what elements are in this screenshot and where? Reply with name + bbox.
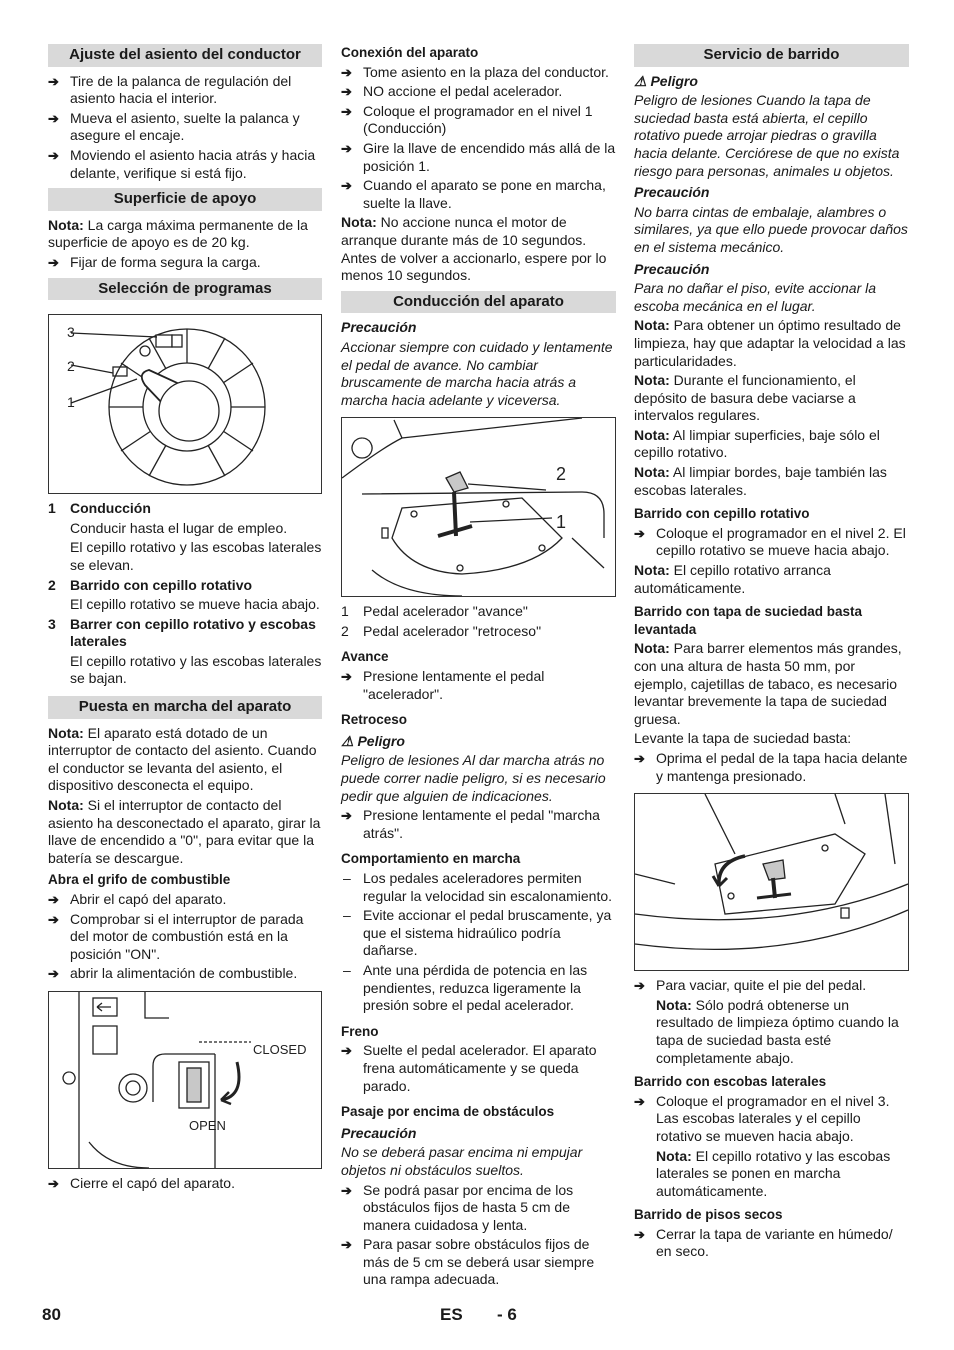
- subheading: Avance: [341, 649, 389, 665]
- danger-label: ⚠ Peligro: [341, 732, 405, 749]
- legend-text: El cepillo rotativo se mueve hacia abajo.: [70, 596, 320, 613]
- instruction-step: ➔ Comprobar si el interruptor de parada del motor de combustión está en la posición "ON".: [48, 911, 322, 964]
- pedals-figure: [341, 417, 616, 597]
- legend-item: 2 Pedal acelerador "retroceso": [341, 622, 542, 639]
- legend-item: 3 Barrer con cepillo rotativo y escobas laterales: [48, 615, 316, 650]
- bullet-item: – Ante una pérdida de potencia en las pendientes, reduzca ligeramente la presión sobre el pedal acelerador.: [341, 962, 616, 1015]
- instruction-step: ➔ Moviendo el asiento hacia atrás y hacia delante, verifique si está fijo.: [48, 147, 322, 182]
- bullet-item: – Evite accionar el pedal bruscamente, ya que el sistema hidraúlico podría dañarse.: [341, 907, 616, 960]
- note: Nota: Sólo podrá obtenerse un resultado de limpieza óptimo cuando la tapa de suciedad basta esté completamente abajo.: [656, 996, 899, 1066]
- open-label: OPEN: [189, 1117, 226, 1133]
- column-1: [48, 44, 322, 1195]
- danger-text: Peligro de lesiones Al dar marcha atrás no puede correr nadie peligro, si es necesario pedir que alguien de indicaciones.: [341, 752, 606, 804]
- paragraph: Levante la tapa de suciedad basta:: [634, 730, 852, 747]
- instruction-step: ➔ Tome asiento en la plaza del conductor.: [341, 64, 616, 82]
- program-selector-figure: [48, 314, 322, 494]
- column-2: [341, 44, 616, 1291]
- instruction-step: ➔ Cerrar la tapa de variante en húmedo/ en seco.: [634, 1226, 909, 1261]
- fuel-valve-figure: [48, 991, 322, 1169]
- page-number: 80: [42, 1305, 61, 1324]
- caution-label: Precaución: [634, 184, 710, 201]
- legend-item: 1 Conducción: [48, 500, 151, 517]
- subheading: Barrido con cepillo rotativo: [634, 506, 810, 522]
- subheading: Barrido con escobas laterales: [634, 1074, 827, 1090]
- caution-label: Precaución: [634, 260, 710, 277]
- label-2: 2: [67, 358, 75, 375]
- caution-text: No barra cintas de embalaje, alambres o similares, ya que ello puede provocar daños en el sistema mecánico.: [634, 203, 908, 255]
- danger-label: ⚠ Peligro: [634, 72, 698, 89]
- note: Nota: El aparato está dotado de un interruptor de contacto del asiento. Cuando el conductor se levanta del asiento, el dispositivo desconecta el equipo.: [48, 724, 317, 794]
- instruction-step: ➔ Abrir el capó del aparato.: [48, 891, 322, 909]
- subheading: Freno: [341, 1023, 379, 1039]
- subheading: Retroceso: [341, 712, 408, 728]
- subheading: Barrido de pisos secos: [634, 1207, 783, 1223]
- instruction-step: ➔ Coloque el programador en el nivel 2. El cepillo rotativo se mueve hacia abajo.: [634, 525, 909, 560]
- legend-text: El cepillo rotativo y las escobas laterales se elevan.: [70, 539, 322, 573]
- label-1: 1: [556, 512, 567, 533]
- note: Nota: No accione nunca el motor de arranque durante más de 10 segundos. Antes de volver a accionarlo, espere por lo menos 10 segundos.: [341, 214, 607, 284]
- subheading: Conexión del aparato: [341, 45, 479, 60]
- label-1: 1: [67, 394, 75, 411]
- instruction-step: ➔ abrir la alimentación de combustible.: [48, 965, 322, 983]
- legend-item: 2 Barrido con cepillo rotativo: [48, 576, 253, 593]
- instruction-step: ➔ Presione lentamente el pedal "marcha atrás".: [341, 807, 616, 842]
- instruction-step: ➔ Coloque el programador en el nivel 3. Las escobas laterales y el cepillo rotativo se mueven hacia abajo.: [634, 1093, 909, 1146]
- note: Nota: Al limpiar superficies, baje sólo el cepillo rotativo.: [634, 426, 880, 461]
- instruction-step: ➔ Presione lentamente el pedal "acelerador".: [341, 668, 616, 703]
- section-page: - 6: [497, 1305, 517, 1324]
- section-heading: Selección de programas: [48, 278, 322, 301]
- instruction-step: ➔ NO accione el pedal acelerador.: [341, 83, 616, 101]
- note: Nota: Para barrer elementos más grandes, con una altura de hasta 50 mm, por ejemplo, cajetillas de tabaco, es necesario levantar brevemente la tapa de suciedad gruesa.: [634, 640, 902, 727]
- subheading: Barrido con tapa de suciedad basta levantada: [634, 604, 863, 637]
- subheading: Comportamiento en marcha: [341, 851, 521, 867]
- danger-text: Peligro de lesiones Cuando la tapa de suciedad basta está abierta, el cepillo rotativo puede arrojar piedras o gravilla hacia delante. Cerciórese de que no exista riesgo para personas, animales u objetos.: [634, 92, 900, 179]
- caution-text: Accionar siempre con cuidado y lentamente el pedal de avance. No cambiar bruscamente de marcha hacia atrás a marcha hacia adelante y viceversa.: [341, 338, 613, 408]
- instruction-step: ➔ Cuando el aparato se pone en marcha, suelte la llave.: [341, 177, 616, 212]
- instruction-step: ➔ Coloque el programador en el nivel 1 (Conducción): [341, 103, 616, 138]
- label-2: 2: [556, 464, 567, 485]
- closed-label: CLOSED: [253, 1041, 307, 1057]
- note: Nota: La carga máxima permanente de la superficie de apoyo es de 20 kg.: [48, 216, 308, 251]
- section-heading: Ajuste del asiento del conductor: [48, 44, 322, 67]
- section-heading: Superficie de apoyo: [48, 188, 322, 211]
- instruction-step: ➔ Gire la llave de encendido más allá de la posición 1.: [341, 140, 616, 175]
- instruction-step: ➔ Para pasar sobre obstáculos fijos de más de 5 cm se deberá usar siempre una rampa adecuada.: [341, 1236, 616, 1289]
- caution-label: Precaución: [341, 319, 417, 336]
- instruction-step: ➔ Cierre el capó del aparato.: [48, 1175, 322, 1193]
- instruction-step: ➔ Para vaciar, quite el pie del pedal.: [634, 977, 909, 995]
- legend-text: Conducir hasta el lugar de empleo.: [70, 519, 288, 536]
- caution-text: No se deberá pasar encima ni empujar objetos ni obstáculos sueltos.: [341, 1144, 583, 1178]
- instruction-step: ➔ Tire de la palanca de regulación del asiento hacia el interior.: [48, 73, 322, 108]
- instruction-step: ➔ Fijar de forma segura la carga.: [48, 254, 322, 272]
- caution-text: Para no dañar el piso, evite accionar la escoba mecánica en el lugar.: [634, 280, 877, 314]
- instruction-step: ➔ Suelte el pedal acelerador. El aparato frena automáticamente y se queda parado.: [341, 1042, 616, 1095]
- note: Nota: Para obtener un óptimo resultado de limpieza, hay que adaptar la velocidad a las particularidades.: [634, 317, 906, 369]
- legend-text: El cepillo rotativo y las escobas laterales se bajan.: [70, 652, 322, 687]
- note: Nota: Durante el funcionamiento, el depósito de basura debe vaciarse a intervalos regulares.: [634, 372, 856, 424]
- bullet-item: – Los pedales aceleradores permiten regular la velocidad sin escalonamiento.: [341, 870, 616, 905]
- note: Nota: Si el interruptor de contacto del asiento ha desconectado el aparato, girar la llave de encendido a "0", para evitar que la batería se descargue.: [48, 797, 321, 866]
- note: Nota: El cepillo rotativo arranca automáticamente.: [634, 562, 831, 596]
- instruction-step: ➔ Oprima el pedal de la tapa hacia delante y mantenga presionado.: [634, 750, 909, 785]
- subheading: Pasaje por encima de obstáculos: [341, 1104, 555, 1120]
- language-code: ES: [440, 1305, 463, 1324]
- warning-icon: ⚠: [634, 72, 647, 89]
- debris-flap-figure: [634, 793, 909, 971]
- caution-label: Precaución: [341, 1124, 417, 1141]
- label-3: 3: [67, 324, 75, 341]
- section-heading: Puesta en marcha del aparato: [48, 696, 322, 719]
- warning-icon: ⚠: [341, 732, 354, 749]
- instruction-step: ➔ Mueva el asiento, suelte la palanca y asegure el encaje.: [48, 110, 322, 145]
- section-heading: Conducción del aparato: [341, 291, 616, 314]
- subheading: Abra el grifo de combustible: [48, 872, 231, 888]
- legend-item: 1 Pedal acelerador "avance": [341, 603, 528, 620]
- section-heading: Servicio de barrido: [634, 44, 909, 67]
- note: Nota: Al limpiar bordes, baje también las escobas laterales.: [634, 464, 887, 498]
- column-3: [634, 44, 909, 1263]
- instruction-step: ➔ Se podrá pasar por encima de los obstáculos fijos de hasta 5 cm de manera cuidadosa y lenta.: [341, 1182, 616, 1235]
- note: Nota: El cepillo rotativo y las escobas laterales se ponen en marcha automáticamente.: [656, 1147, 891, 1199]
